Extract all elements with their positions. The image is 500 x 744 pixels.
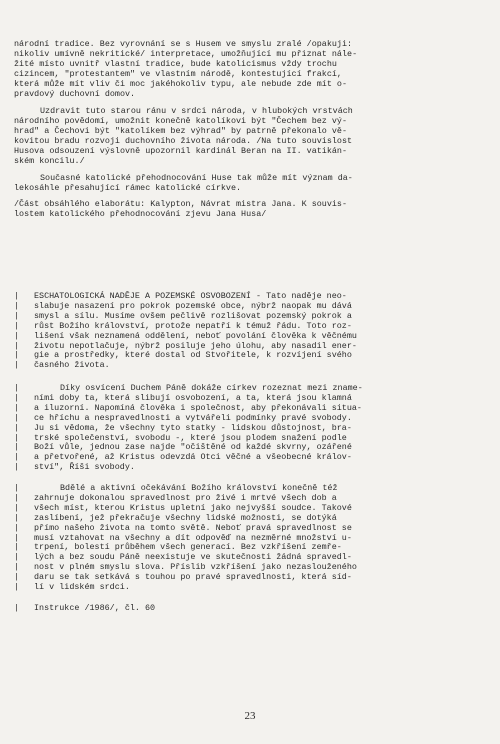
margin-bar: | | | | | | | | <box>14 291 20 371</box>
text-line: a přetvořené, až Kristus odevzdá Otci věčné a všeobecné králov- <box>34 452 352 463</box>
instruction-reference <box>34 604 488 614</box>
text-line: životu nepotlačuje, nýbrž posiluje jeho úlohu, aby nasadil ener- <box>34 340 357 351</box>
text-line: smysl a sílu. Musíme ovšem pečlivě rozlišovat pozemský pokrok a <box>34 310 352 321</box>
margin-bar: | | | | | | | | | <box>14 383 20 473</box>
text-line: kovitou bradu rozvoji duchovního života národa. /Na tuto souvislost <box>14 135 353 146</box>
text-line: Uzdravit tuto starou ránu v srdci národa, v hlubokých vrstvách <box>40 106 353 116</box>
text-line: ESCHATOLOGICKÁ NADĚJE A POZEMSKÉ OSVOBOZENÍ - Tato naděje neo- <box>34 291 347 301</box>
text-line: musí vztahovat na všechny a dít odpověď na nezměrné množství u- <box>34 532 352 543</box>
text-line: trské společenství, svobodu -, které jsou plodem snažení podle <box>34 432 347 443</box>
text-line: časného života. <box>34 360 110 371</box>
source-citation <box>14 200 488 220</box>
paragraph-current-reassessment <box>14 174 488 194</box>
text-line: růst Božího království, protože nepatří k témuž řádu. Toto roz- <box>34 320 352 331</box>
text-line: přímo našeho života na tomto světě. Neboť pravá spravedlnost se <box>34 522 352 533</box>
text-line: lekosáhle přesahující rámec katolické církve. <box>14 182 242 193</box>
text-line: zaslíbení, jež překračuje všechny lidské možnosti, se dotýká <box>34 512 337 523</box>
text-line: lí v lidském srdci. <box>34 582 130 593</box>
text-line: Instrukce /1986/, čl. 60 <box>34 603 156 613</box>
text-line: Husova odsouzení výslovně upozornil kardinál Beran na II. vatikán- <box>14 145 348 156</box>
text-line: nikoliv umívně nekritické/ interpretace, umožňující mu přiznat nále- <box>14 48 358 59</box>
margin-bar: | <box>14 603 20 613</box>
text-line: trpení, bolestí průběhem všech generací. Bez vzkříšení zemře- <box>34 542 342 553</box>
text-line: národní tradice. Bez vyrovnání se s Husem ve smyslu zralé /opakuji: <box>14 39 353 49</box>
text-line: ce hříchu a nespravedlnosti a vytvářeli podmínky pravé svobody. <box>34 412 352 423</box>
text-line: slabuje nasazení pro pokrok pozemské obce, nýbrž naopak mu dává <box>34 300 352 311</box>
text-line: Bdělé a aktivní očekávání Božího království konečně též <box>60 483 338 493</box>
paragraph-hus-tradition <box>14 40 488 99</box>
margin-bar: | | | | | | | | | | | <box>14 483 20 593</box>
section-eschatological-hope <box>34 292 488 371</box>
paragraph-heal-wound <box>14 107 488 166</box>
text-line: Současné katolické přehodnocování Huse tak může mít význam da- <box>40 173 353 183</box>
text-line: žité místo uvnitř vlastní tradice, bude katolicismus vždy trochu <box>14 58 337 69</box>
section-church-discernment <box>34 384 488 473</box>
text-line: daru se tak setkává s touhou po pravé spravedlnosti, která síd- <box>34 572 352 583</box>
text-line: všech míst, kterou Kristus upletní jako nejvyšší soudce. Takové <box>34 502 352 513</box>
text-line: národního povědomí, umožnit konečně katolíkovi být "Čechem bez vý- <box>14 115 348 126</box>
page-number: 23 <box>244 710 256 722</box>
text-line: cizincem, "protestantem" ve vlastním národě, kontestující frakcí, <box>14 68 342 79</box>
text-line: Díky osvícení Duchem Páně dokáže církev rozeznat mezi zname- <box>60 383 363 393</box>
text-line: ními doby ta, která slibují osvobození, a ta, která jsou klamná <box>34 392 352 403</box>
text-line: gie a prostředky, které dostal od Stvořitele, k rozvíjení svého <box>34 350 352 361</box>
text-line: lých a bez soudu Páně neexistuje ve skutečnosti žádná spravedl- <box>34 552 352 563</box>
section-kingdom-justice <box>34 484 488 593</box>
text-line: ském koncilu./ <box>14 155 85 166</box>
text-line: ství", Říši svobody. <box>34 462 135 473</box>
text-line: Boží vůle, jednou zase najde "očištěné od každé skvrny, ozářené <box>34 442 352 453</box>
text-line: která může mít vliv či moc jakéhokoliv typu, ale nebude zde mít o- <box>14 78 348 89</box>
text-line: lostem katolického přehodnocování zjevu Jana Husa/ <box>14 208 267 219</box>
text-line: pravdový duchovní domov. <box>14 88 136 99</box>
text-line: a iluzorní. Napomíná člověka i společnost, aby překonávali situa- <box>34 402 362 413</box>
text-line: lišení však neznamená oddělení, neboť povolání člověka k věčnému <box>34 330 357 341</box>
text-line: hrad" a Čechovi být "katolíkem bez výhrad" by patrně překonalo vě- <box>14 125 348 136</box>
text-line: nost v plném smyslu slova. Příslib vzkříšení jako nezaslouženého <box>34 562 357 573</box>
text-line: Ju si vědoma, že všechny tyto statky - lidskou důstojnost, bra- <box>34 422 352 433</box>
text-line: /Část obsáhlého elaborátu: Kalypton, Návrat mistra Jana. K souvis- <box>14 199 348 209</box>
text-line: zahrnuje dokonalou spravedlnost pro živé i mrtvé všech dob a <box>34 492 337 503</box>
